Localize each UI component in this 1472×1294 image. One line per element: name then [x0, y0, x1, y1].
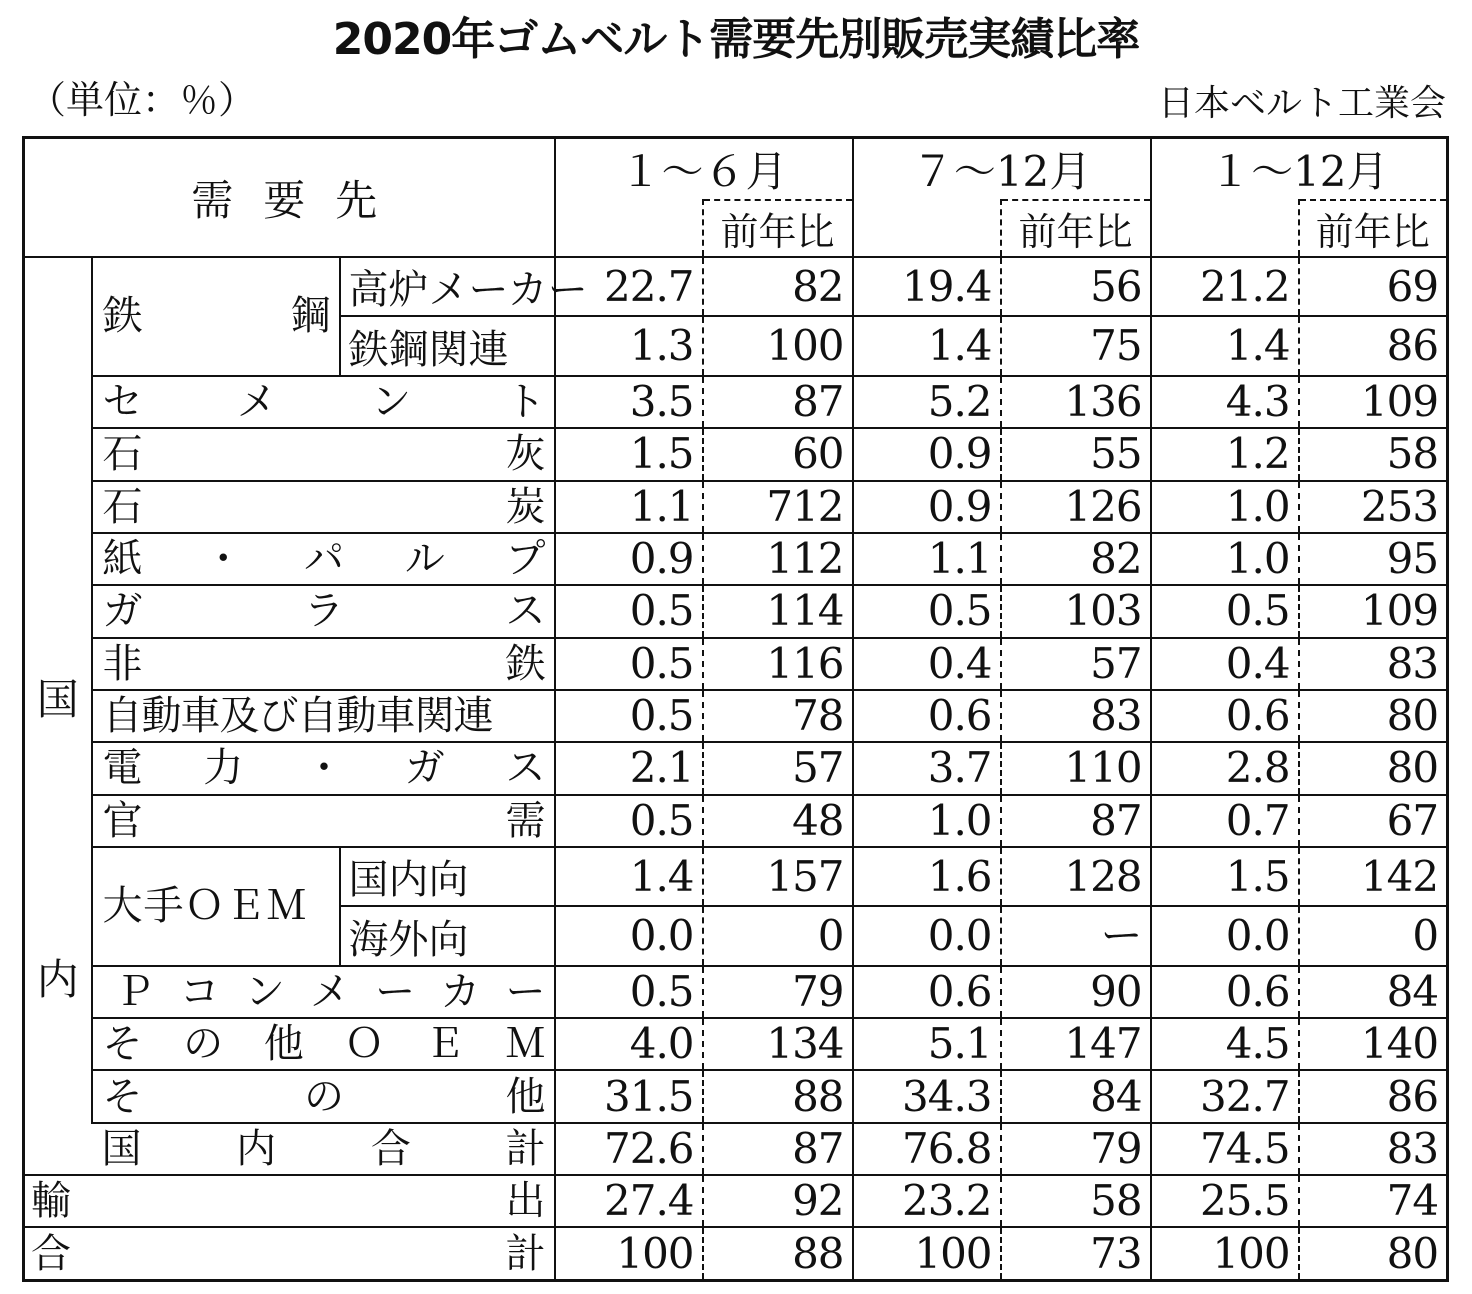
cell-ratio: 87 — [703, 1123, 853, 1175]
cell-ratio: 157 — [703, 847, 853, 906]
row-label: 国 内 合 計 — [92, 1123, 555, 1175]
row-label: 輸 出 — [24, 1175, 555, 1227]
cell-ratio: 79 — [703, 966, 853, 1018]
cell-ratio: 95 — [1299, 533, 1448, 585]
cell-share: 25.5 — [1151, 1175, 1299, 1227]
cell-share: 21.2 — [1151, 257, 1299, 316]
cell-ratio: 83 — [1001, 690, 1151, 742]
table-row — [24, 690, 1448, 742]
cell-ratio: 88 — [703, 1227, 853, 1280]
sales-ratio-table — [22, 136, 1449, 1282]
cell-share: 0.6 — [1151, 690, 1299, 742]
cell-ratio: 60 — [703, 428, 853, 480]
cell-ratio: 90 — [1001, 966, 1151, 1018]
cell-share: 0.5 — [555, 690, 703, 742]
cell-ratio: 69 — [1299, 257, 1448, 316]
cell-ratio: 55 — [1001, 428, 1151, 480]
table-row — [24, 585, 1448, 637]
cell-share: 1.2 — [1151, 428, 1299, 480]
cell-share: 3.5 — [555, 376, 703, 428]
row-label: 鉄鋼関連 — [340, 316, 555, 375]
row-label: Ｐ コ ン メ ー カ ー — [92, 966, 555, 1018]
cell-ratio: 80 — [1299, 742, 1448, 794]
cell-share: 1.0 — [1151, 533, 1299, 585]
cell-ratio: 75 — [1001, 316, 1151, 375]
group-domestic-char: 国 — [36, 675, 79, 725]
cell-share: 1.4 — [555, 847, 703, 906]
cell-ratio: 100 — [703, 316, 853, 375]
source-credit: 日本ベルト工業会 — [1157, 83, 1446, 124]
table-row — [24, 1070, 1448, 1122]
cell-share: 0.0 — [1151, 906, 1299, 965]
cell-share: 100 — [555, 1227, 703, 1280]
table-row — [24, 1227, 1448, 1280]
table-row — [24, 742, 1448, 794]
cell-ratio: 109 — [1299, 585, 1448, 637]
row-label: 合 計 — [24, 1227, 555, 1280]
cell-share: 0.0 — [853, 906, 1001, 965]
cell-share: 5.1 — [853, 1018, 1001, 1070]
header-ratio-label: 前年比 — [703, 200, 853, 257]
row-label: そ の 他 Ｏ Ｅ Ｍ — [92, 1018, 555, 1070]
cell-share: 0.6 — [1151, 966, 1299, 1018]
group-domestic — [24, 257, 92, 1123]
cell-ratio: 58 — [1001, 1175, 1151, 1227]
cell-share: 74.5 — [1151, 1123, 1299, 1175]
row-label: 石 炭 — [92, 481, 555, 533]
header-ratio-label: 前年比 — [1001, 200, 1151, 257]
header-blank — [853, 200, 1001, 257]
cell-ratio: 712 — [703, 481, 853, 533]
row-label: そ の 他 — [92, 1070, 555, 1122]
cell-ratio: 84 — [1299, 966, 1448, 1018]
row-label: セ メ ン ト — [92, 376, 555, 428]
cell-share: 0.5 — [1151, 585, 1299, 637]
cell-ratio: 87 — [703, 376, 853, 428]
row-label: 自動車及び自動車関連 — [92, 690, 555, 742]
cell-ratio: 142 — [1299, 847, 1448, 906]
cell-ratio: 80 — [1299, 690, 1448, 742]
cell-share: 1.1 — [555, 481, 703, 533]
cell-ratio: 140 — [1299, 1018, 1448, 1070]
cell-share: 0.6 — [853, 966, 1001, 1018]
row-label: 高炉メーカー — [340, 257, 555, 316]
page-title: 2020年ゴムベルト需要先別販売実績比率 — [332, 14, 1140, 65]
cell-share: 1.1 — [853, 533, 1001, 585]
cell-share: 4.0 — [555, 1018, 703, 1070]
cell-share: 0.5 — [555, 585, 703, 637]
header-blank — [1151, 200, 1299, 257]
cell-ratio: 56 — [1001, 257, 1151, 316]
table-row — [24, 847, 1448, 906]
cell-share: 27.4 — [555, 1175, 703, 1227]
cell-ratio: 48 — [703, 795, 853, 847]
row-label: 海外向 — [340, 906, 555, 965]
cell-share: 1.0 — [1151, 481, 1299, 533]
table-row — [24, 481, 1448, 533]
row-label: 非 鉄 — [92, 638, 555, 690]
table-row — [24, 376, 1448, 428]
cell-ratio: 80 — [1299, 1227, 1448, 1280]
cell-share: 0.4 — [853, 638, 1001, 690]
cell-ratio: 116 — [703, 638, 853, 690]
cell-ratio: 86 — [1299, 1070, 1448, 1122]
cell-ratio: 73 — [1001, 1227, 1151, 1280]
cell-share: 72.6 — [555, 1123, 703, 1175]
group-domestic-char: 内 — [36, 955, 79, 1005]
cell-ratio: 253 — [1299, 481, 1448, 533]
group-steel — [92, 257, 340, 376]
header-period-jul-dec: ７～12月 — [853, 138, 1151, 201]
cell-ratio: 114 — [703, 585, 853, 637]
cell-share: 1.6 — [853, 847, 1001, 906]
cell-ratio: 128 — [1001, 847, 1151, 906]
cell-share: 22.7 — [555, 257, 703, 316]
group-domestic-tail — [24, 1123, 92, 1175]
cell-ratio: 58 — [1299, 428, 1448, 480]
cell-ratio: 83 — [1299, 1123, 1448, 1175]
table-row — [24, 428, 1448, 480]
cell-ratio: ー — [1001, 906, 1151, 965]
header-row-periods — [24, 138, 1448, 201]
header-period-jan-jun: １～６月 — [555, 138, 853, 201]
cell-share: 0.5 — [555, 638, 703, 690]
row-label: ガ ラ ス — [92, 585, 555, 637]
cell-ratio: 88 — [703, 1070, 853, 1122]
cell-ratio: 78 — [703, 690, 853, 742]
header-category: 需要先 — [24, 138, 555, 258]
cell-share: 0.0 — [555, 906, 703, 965]
cell-ratio: 67 — [1299, 795, 1448, 847]
cell-share: 0.4 — [1151, 638, 1299, 690]
cell-ratio: 0 — [1299, 906, 1448, 965]
table-row — [24, 257, 1448, 316]
cell-share: 1.5 — [1151, 847, 1299, 906]
cell-share: 0.9 — [555, 533, 703, 585]
table-row — [24, 795, 1448, 847]
cell-share: 1.4 — [1151, 316, 1299, 375]
cell-share: 5.2 — [853, 376, 1001, 428]
cell-share: 4.3 — [1151, 376, 1299, 428]
cell-share: 3.7 — [853, 742, 1001, 794]
cell-share: 23.2 — [853, 1175, 1001, 1227]
cell-share: 0.5 — [555, 966, 703, 1018]
cell-ratio: 87 — [1001, 795, 1151, 847]
cell-ratio: 103 — [1001, 585, 1151, 637]
cell-share: 1.5 — [555, 428, 703, 480]
unit-note: （単位：％） — [28, 78, 257, 122]
header-blank — [555, 200, 703, 257]
header-ratio-label: 前年比 — [1299, 200, 1448, 257]
cell-share: 34.3 — [853, 1070, 1001, 1122]
cell-share: 1.0 — [853, 795, 1001, 847]
cell-share: 1.4 — [853, 316, 1001, 375]
table-row — [24, 533, 1448, 585]
cell-ratio: 0 — [703, 906, 853, 965]
cell-share: 0.5 — [853, 585, 1001, 637]
cell-ratio: 82 — [1001, 533, 1151, 585]
cell-ratio: 83 — [1299, 638, 1448, 690]
table-row — [24, 1175, 1448, 1227]
cell-ratio: 136 — [1001, 376, 1151, 428]
cell-ratio: 112 — [703, 533, 853, 585]
cell-ratio: 147 — [1001, 1018, 1151, 1070]
cell-share: 100 — [853, 1227, 1001, 1280]
table-row — [24, 1018, 1448, 1070]
cell-share: 100 — [1151, 1227, 1299, 1280]
cell-ratio: 84 — [1001, 1070, 1151, 1122]
cell-share: 0.5 — [555, 795, 703, 847]
cell-ratio: 79 — [1001, 1123, 1151, 1175]
cell-ratio: 57 — [703, 742, 853, 794]
cell-share: 4.5 — [1151, 1018, 1299, 1070]
cell-share: 0.9 — [853, 428, 1001, 480]
row-label: 官 需 — [92, 795, 555, 847]
cell-ratio: 110 — [1001, 742, 1151, 794]
row-label: 電 力 ・ ガ ス — [92, 742, 555, 794]
row-label: 紙 ・ パ ル プ — [92, 533, 555, 585]
cell-share: 0.7 — [1151, 795, 1299, 847]
cell-share: 2.1 — [555, 742, 703, 794]
cell-share: 0.9 — [853, 481, 1001, 533]
cell-ratio: 134 — [703, 1018, 853, 1070]
cell-share: 32.7 — [1151, 1070, 1299, 1122]
cell-ratio: 57 — [1001, 638, 1151, 690]
cell-share: 31.5 — [555, 1070, 703, 1122]
cell-share: 1.3 — [555, 316, 703, 375]
cell-ratio: 109 — [1299, 376, 1448, 428]
table-row — [24, 966, 1448, 1018]
table-row — [24, 1123, 1448, 1175]
cell-share: 19.4 — [853, 257, 1001, 316]
table-row — [24, 638, 1448, 690]
row-label: 石 灰 — [92, 428, 555, 480]
cell-ratio: 74 — [1299, 1175, 1448, 1227]
cell-share: 0.6 — [853, 690, 1001, 742]
header-period-jan-dec: １～12月 — [1151, 138, 1448, 201]
cell-ratio: 126 — [1001, 481, 1151, 533]
cell-share: 76.8 — [853, 1123, 1001, 1175]
group-steel-label: 鉄 鋼 — [102, 293, 331, 340]
cell-ratio: 82 — [703, 257, 853, 316]
cell-ratio: 86 — [1299, 316, 1448, 375]
group-oem: 大手ＯＥＭ — [92, 847, 340, 966]
cell-share: 2.8 — [1151, 742, 1299, 794]
row-label: 国内向 — [340, 847, 555, 906]
cell-ratio: 92 — [703, 1175, 853, 1227]
